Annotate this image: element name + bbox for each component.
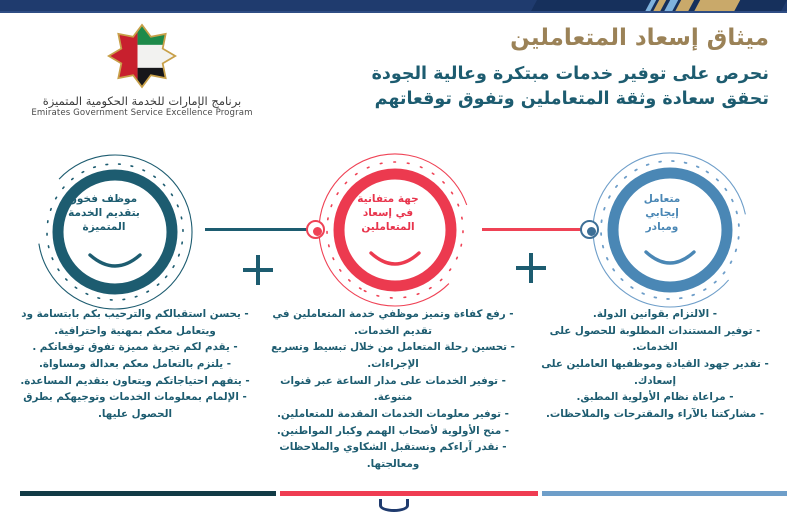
connector-line-left — [205, 228, 317, 231]
list-item: - منح الأولوية لأصحاب الهمم وكبار المواطنين. — [276, 424, 510, 437]
commitments-columns — [0, 306, 787, 486]
list-item: - الالتزام بقوانين الدولة. — [592, 308, 718, 320]
column-entity-commitments — [268, 306, 518, 473]
smile-arc-icon — [90, 255, 140, 266]
list-item: - يقدم لكم تجربة مميزة تفوق توقعاتكم . — [32, 341, 238, 354]
pillar-text-entity-2: في إسعاد — [362, 207, 414, 220]
page-title: ميثاق إسعاد المتعاملين — [510, 25, 769, 51]
pillar-text-employee-1: موظف فخور — [70, 193, 138, 205]
pillar-text-employee-2: بتقديم الخدمة — [68, 207, 140, 220]
header-block — [299, 24, 769, 113]
top-bar-underline — [0, 11, 787, 13]
pillar-text-entity-1: جهة متفانية — [357, 193, 419, 205]
pillars-diagram — [0, 150, 787, 310]
pillar-text-customer-2: إيجابي — [645, 207, 679, 220]
connector-node-blue — [580, 220, 599, 239]
pillar-node-entity[interactable] — [308, 150, 468, 310]
bottom-bar-teal — [20, 491, 276, 496]
pillar-text-employee-3: المتميزة — [82, 221, 126, 234]
connector-node-red — [306, 220, 325, 239]
list-item: - مشاركتنا بالآراء والمقترحات والملاحظات. — [545, 408, 765, 421]
list-item: - يتفهم احتياجاتكم ويتعاون بتقديم المساعدة. — [20, 374, 250, 387]
pillar-label-entity — [308, 192, 468, 235]
plus-operator-right — [516, 253, 546, 283]
list-item: - توفير معلومات الخدمات المقدمة للمتعاملين. — [277, 408, 509, 421]
list-item: - توفير الخدمات على مدار الساعة عبر قنوات متنوعة. — [280, 374, 506, 404]
pillar-text-customer-1: متعامل — [643, 193, 681, 205]
pillar-node-customer[interactable] — [582, 152, 742, 312]
list-item: - مراعاة نظام الأولوية المطبق. — [576, 391, 734, 404]
list-item: - يحسن استقبالكم والترحيب بكم بابتسامة ود ويتعامل معكم بمهنية واحترافية. — [21, 308, 249, 337]
program-logo — [22, 22, 262, 120]
uae-star-logo-icon — [105, 22, 179, 90]
bottom-swoosh-icon — [379, 499, 409, 512]
bottom-bar-blue — [542, 491, 787, 496]
pillar-label-customer — [582, 192, 742, 235]
pillar-node-employee[interactable] — [24, 152, 184, 312]
smile-arc-icon — [371, 253, 419, 264]
top-decorative-bar — [0, 0, 787, 11]
plus-operator-left — [243, 255, 273, 285]
subtitle-line-1: نحرص على توفير خدمات مبتكرة وعالية الجودة — [371, 63, 769, 84]
list-item: - رفع كفاءة وتميز موظفي خدمة المتعاملين في تقديم الخدمات. — [272, 308, 514, 337]
subtitle-line-2: تحقق سعادة وثقة المتعاملين وتفوق توقعاتهم — [374, 89, 769, 110]
logo-arabic-text: برنامج الإمارات للخدمة الحكومية المتميزة — [42, 94, 242, 108]
connector-line-right — [482, 228, 590, 231]
pillar-text-customer-3: ومبادر — [645, 221, 679, 234]
column-customer-commitments — [532, 306, 778, 423]
list-item: - الإلمام بمعلومات الخدمات وتوجيهكم بطرق الحصول عليها. — [23, 391, 247, 421]
bottom-bar-red — [280, 491, 538, 496]
column-employee-commitments — [12, 306, 258, 423]
list-item: - تقدير جهود القيادة وموظفيها العاملين على إسعادك. — [541, 358, 769, 387]
pillar-label-employee — [24, 192, 184, 235]
list-item: - نقدر آراءكم ونستقبل الشكاوي والملاحظات ومعالجتها. — [279, 441, 507, 471]
list-item: - تحسين رحلة المتعامل من خلال تبسيط وتسريع الإجراءات. — [271, 341, 515, 371]
page-subtitle — [299, 62, 769, 113]
logo-english-text: Emirates Government Service Excellence Program — [31, 108, 253, 119]
list-item: - يلتزم بالتعامل معكم بعدالة ومساواة. — [38, 358, 232, 371]
pillar-text-entity-3: المتعاملين — [361, 221, 415, 234]
list-item: - توفير المستندات المطلوبة للحصول على الخدمات. — [549, 324, 761, 354]
smile-arc-icon — [646, 252, 694, 263]
